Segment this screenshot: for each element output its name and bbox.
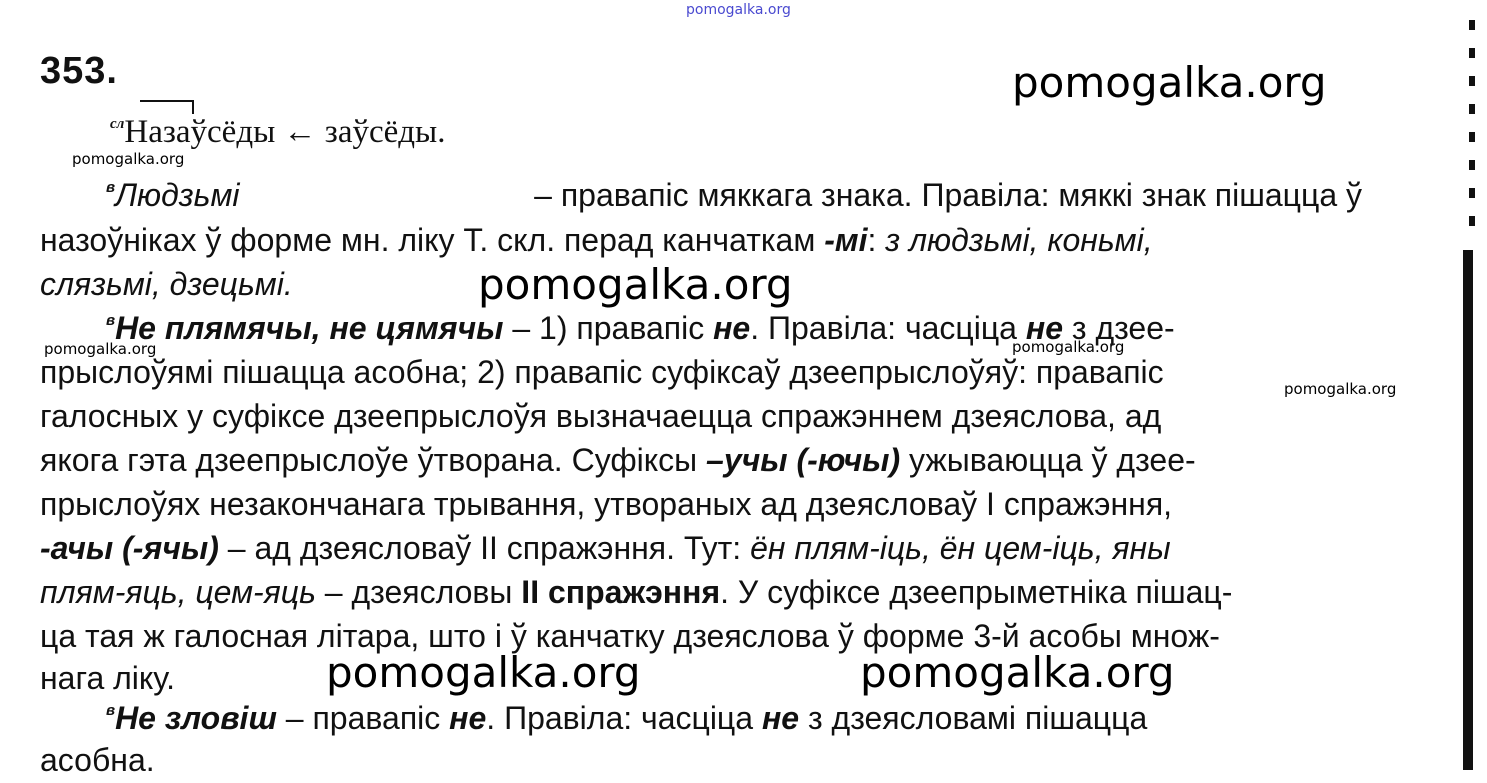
particle: не: [449, 700, 487, 736]
paragraph-3-line-5: прыслоўях незакончанага трывання, утвораных ад дзеясловаў І спражэння,: [40, 486, 1173, 522]
paragraph-3-line-4: [40, 440, 1196, 480]
paragraph-2-line-2: [40, 220, 1153, 260]
text: :: [867, 222, 877, 258]
watermark: pomogalka.org: [326, 648, 641, 697]
watermark: pomogalka.org: [1012, 58, 1327, 107]
word: Назаўсёды: [124, 114, 276, 150]
word-base: заўсёды.: [324, 114, 446, 150]
paragraph-3-line-7: [40, 572, 1232, 612]
watermark: pomogalka.org: [1012, 338, 1125, 356]
text: . Правіла: часціца: [750, 310, 1017, 346]
text: . Правіла: часціца: [486, 700, 754, 736]
exercise-number: 353.: [40, 50, 118, 92]
examples: плям-яць, цем-яць: [40, 574, 316, 610]
particle: не: [713, 310, 751, 346]
example-word: Людзьмі: [115, 177, 240, 213]
paragraph-4-line-1: [106, 698, 1147, 745]
marker: в: [106, 179, 116, 196]
paragraph-3-line-8: ца тая ж галосная літара, што і ў канчатку дзеяслова ў форме 3-й асобы множ-: [40, 618, 1220, 654]
text: – правапіс: [285, 700, 441, 736]
watermark: pomogalka.org: [1284, 380, 1397, 398]
watermark: pomogalka.org: [44, 340, 157, 358]
paragraph-2-line-1: [40, 175, 1362, 222]
ending: -мі: [824, 222, 868, 258]
text: ужываюцца ў дзее-: [908, 442, 1196, 478]
paragraph-3-line-3: галосных у суфіксе дзеепрыслоўя вызначаецца спражэннем дзеяслова, ад: [40, 398, 1162, 434]
text: . У суфіксе дзеепрыметніка пішац-: [720, 574, 1233, 610]
watermark: pomogalka.org: [478, 260, 793, 309]
suffix: -ачы (-ячы): [40, 530, 219, 566]
paragraph-3-line-2: прыслоўямі пішацца асобна; 2) правапіс суфіксаў дзеепрыслоўяў: правапіс: [40, 354, 1164, 390]
text: – 1) правапіс: [512, 310, 705, 346]
text: – правапіс мяккага знака. Правіла: мяккі знак пішацца ў: [534, 177, 1362, 213]
examples: ён плям-іць, ён цем-іць, яны: [750, 530, 1171, 566]
marker: в: [106, 312, 116, 329]
scan-edge-marks: [1469, 20, 1475, 240]
marker: в: [106, 702, 116, 719]
particle: не: [1025, 310, 1063, 346]
examples: з людзьмі, коньмі,: [885, 222, 1153, 258]
text: якога гэта дзеепрыслоўе ўтворана. Суфіксы: [40, 442, 698, 478]
paragraph-3-line-9: нага ліку.: [40, 660, 175, 696]
paragraph-3-line-1: [106, 308, 1175, 355]
example-word: Не зловіш: [115, 700, 277, 736]
paragraph-4-line-2: асобна.: [40, 742, 155, 778]
text: – дзеясловы: [324, 574, 513, 610]
watermark-top: pomogalka.org: [686, 2, 791, 18]
text: з дзеясловамі пішацца: [807, 700, 1148, 736]
paragraph-3-line-6: [40, 528, 1171, 568]
conjugation: ІІ спражэння: [521, 574, 721, 610]
text: назоўніках ў форме мн. ліку Т. скл. перад канчаткам: [40, 222, 816, 258]
marker: сл: [110, 116, 125, 132]
paragraph-1: [110, 112, 445, 158]
arrow: ←: [283, 114, 317, 150]
text: – ад дзеясловаў ІІ спражэння. Тут:: [227, 530, 742, 566]
watermark: pomogalka.org: [860, 648, 1175, 697]
particle: не: [761, 700, 800, 736]
watermark: pomogalka.org: [72, 150, 185, 168]
example-word: Не плямячы, не цямячы: [115, 310, 504, 346]
text: з дзее-: [1071, 310, 1175, 346]
suffix: –учы (-ючы): [706, 442, 901, 478]
paragraph-2-line-3: слязьмі, дзецьмі.: [40, 266, 293, 302]
scan-edge-shadow: [1463, 250, 1473, 770]
